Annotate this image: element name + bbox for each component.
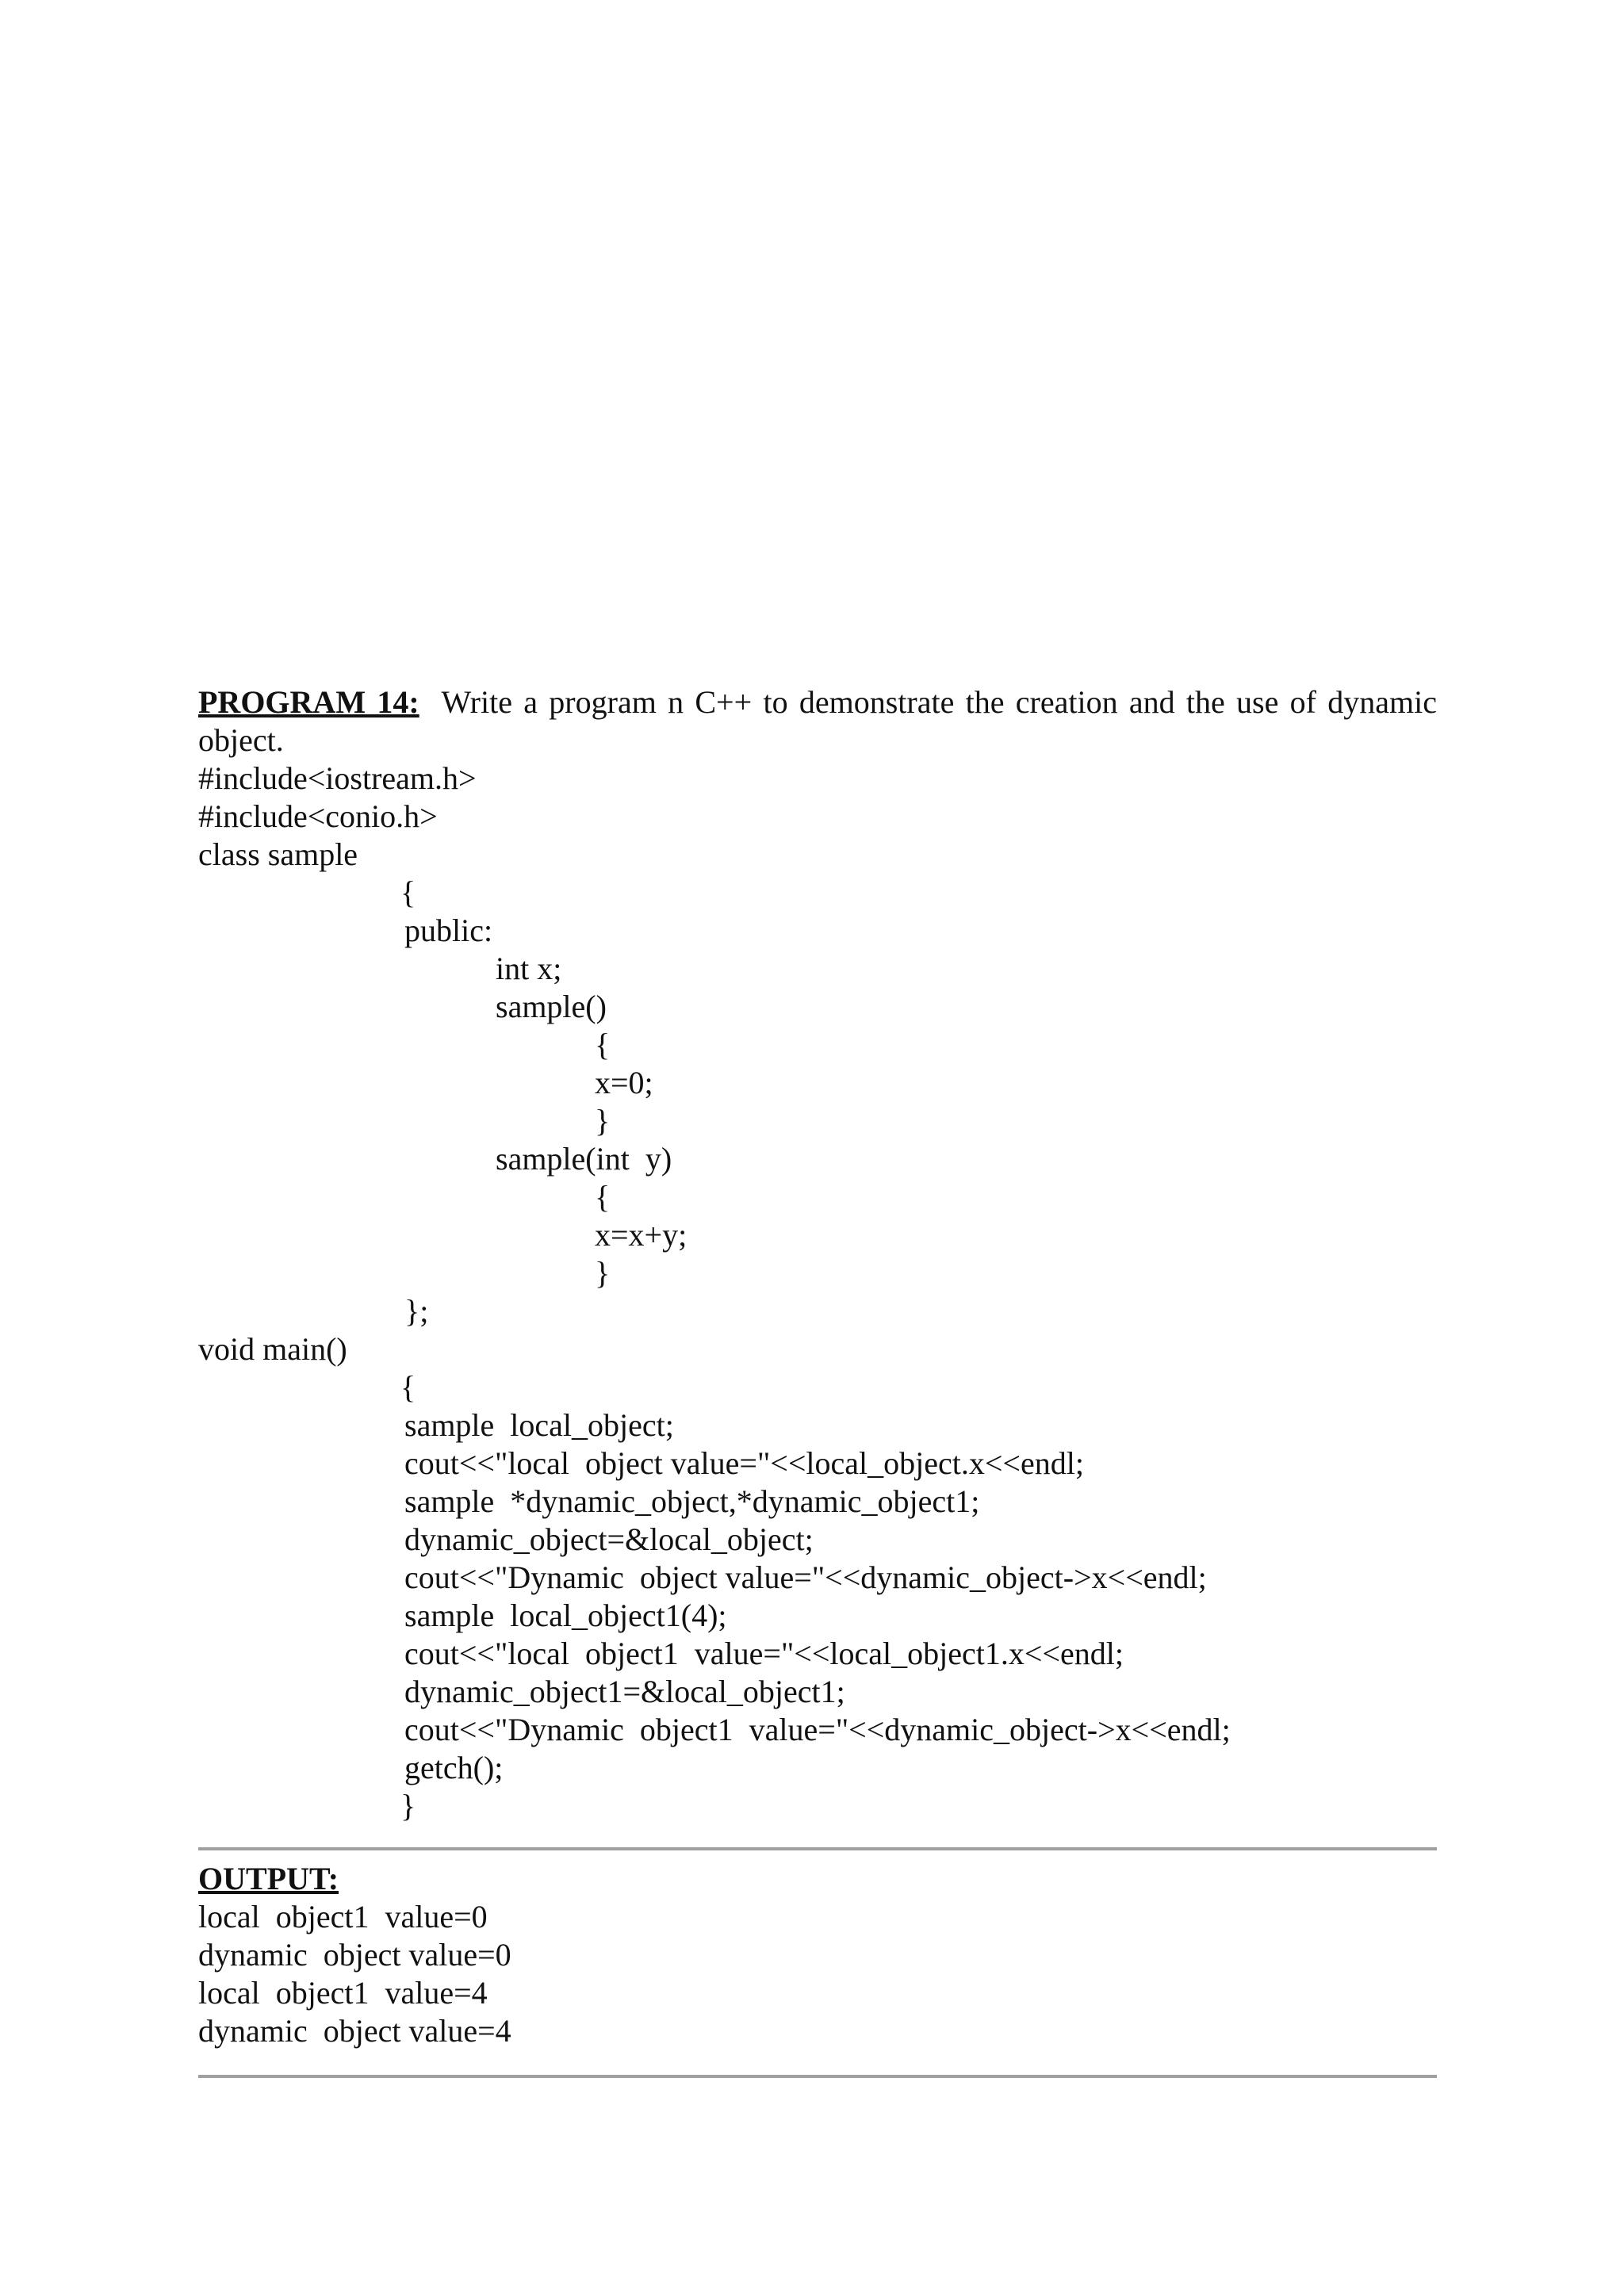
bottom-divider [198, 2075, 1437, 2078]
code-line: { [595, 1179, 611, 1215]
output-heading: OUTPUT: [198, 1861, 339, 1896]
code-line: class sample [198, 836, 358, 872]
output-line: local object1 value=4 [198, 1975, 488, 2011]
section-divider [198, 1847, 1437, 1850]
code-line: x=0; [595, 1065, 653, 1100]
code-line: { [400, 1369, 416, 1405]
code-line: sample *dynamic_object,*dynamic_object1; [404, 1483, 980, 1519]
code-line: } [595, 1103, 611, 1138]
program-statement: Write a program n C++ to demonstrate the creation and the use of dynamic [441, 684, 1437, 720]
code-line: cout<<"local object1 value="<<local_object1.x<<endl; [404, 1636, 1124, 1671]
output-line: local object1 value=0 [198, 1899, 488, 1934]
code-line: #include<conio.h> [198, 798, 438, 834]
code-line: sample(int y) [496, 1141, 672, 1177]
code-line: cout<<"local object value="<<local_object.x<<endl; [404, 1445, 1084, 1481]
code-line: } [595, 1255, 611, 1291]
code-line: dynamic_object=&local_object; [404, 1521, 814, 1557]
code-line: } [400, 1788, 416, 1823]
output-line: dynamic object value=0 [198, 1937, 511, 1973]
code-line: #include<iostream.h> [198, 760, 477, 796]
program-statement-continued: object. [198, 722, 284, 758]
code-line: cout<<"Dynamic object1 value="<<dynamic_object->x<<endl; [404, 1712, 1231, 1747]
code-line: dynamic_object1=&local_object1; [404, 1674, 845, 1709]
program-label: PROGRAM 14: [198, 684, 419, 720]
code-line: public: [404, 913, 493, 948]
code-line: sample local_object; [404, 1407, 674, 1443]
code-line: sample() [496, 989, 607, 1024]
code-line: { [400, 874, 416, 910]
output-line: dynamic object value=4 [198, 2013, 511, 2049]
code-line: int x; [496, 951, 562, 986]
code-line: }; [404, 1293, 429, 1329]
code-line: getch(); [404, 1750, 504, 1785]
code-line: void main() [198, 1331, 347, 1367]
code-line: sample local_object1(4); [404, 1598, 727, 1633]
code-line: cout<<"Dynamic object value="<<dynamic_object->x<<endl; [404, 1559, 1207, 1595]
program-heading [198, 683, 1437, 721]
code-line: x=x+y; [595, 1217, 688, 1253]
code-line: { [595, 1027, 611, 1062]
